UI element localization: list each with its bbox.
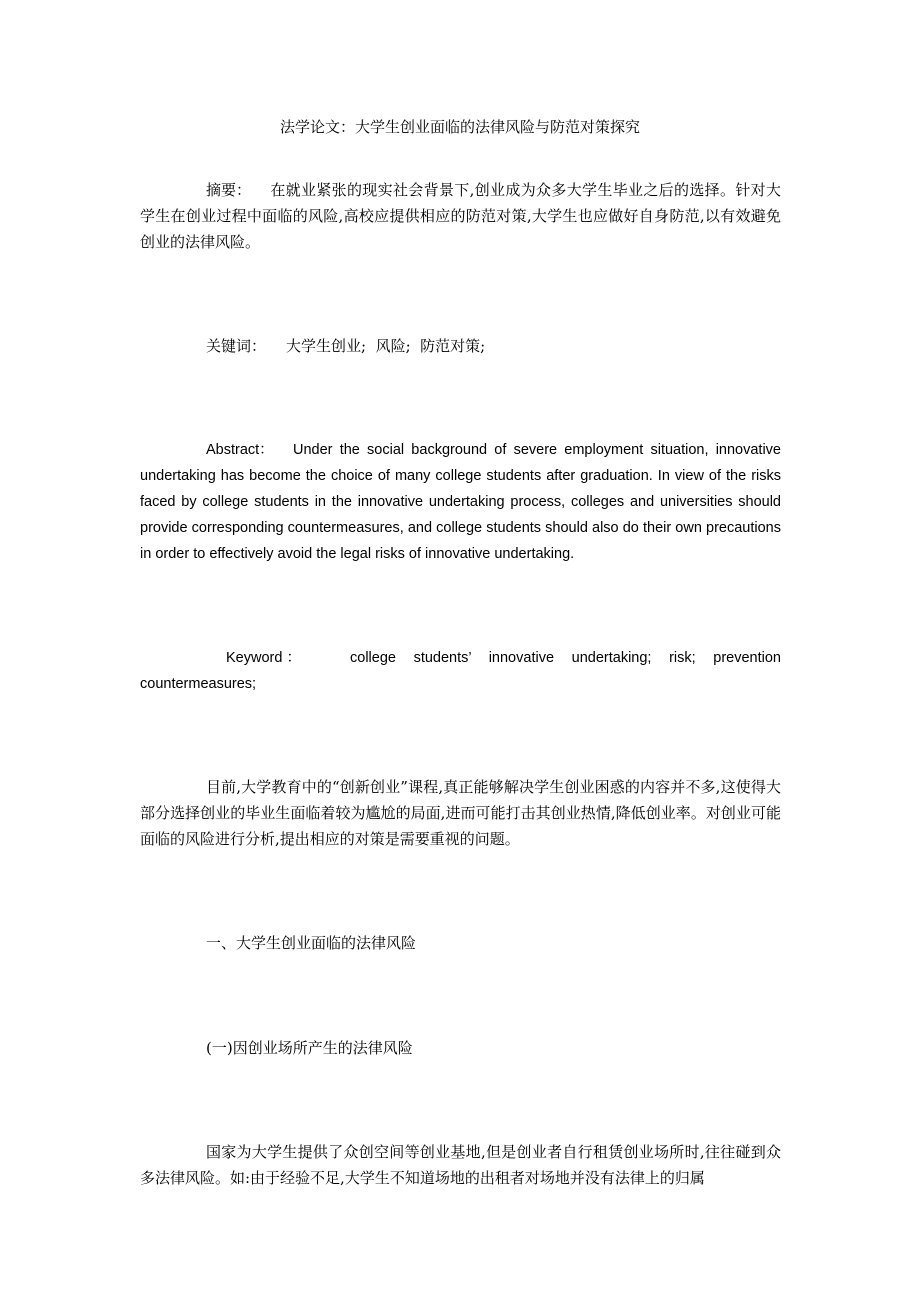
keywords-en xyxy=(140,645,781,697)
page-title: 法学论文：大学生创业面临的法律风险与防范对策探究 xyxy=(279,118,640,136)
keywords-en-label: Keyword ： xyxy=(226,650,301,666)
subsection-heading-text: (一)因创业场所产生的法律风险 xyxy=(206,1039,413,1057)
abstract-cn-label: 摘要： xyxy=(206,181,252,199)
abstract-en-text: Under the social background of severe employment situation, innovative undertaking has become the choice of many college students after graduation. In view of the risks faced by college students in the innovative undertaking process, colleges and universities should provide corresponding countermeasures, and college students should also do their own precautions in order to effectively avoid the legal risks of innovative undertaking. xyxy=(140,442,781,562)
intro-paragraph: 目前,大学教育中的“创新创业”课程,真正能够解决学生创业困惑的内容并不多,这使得大部分选择创业的毕业生面临着较为尴尬的局面,进而可能打击其创业热情,降低创业率。对创业可能面临的风险进行分析,提出相应的对策是需要重视的问题。 xyxy=(140,778,781,848)
keywords-cn-label: 关键词： xyxy=(206,337,267,355)
abstract-cn xyxy=(140,177,781,255)
abstract-en xyxy=(140,437,781,567)
body-paragraph: 国家为大学生提供了众创空间等创业基地,但是创业者自行租赁创业场所时,往往碰到众多法律风险。如:由于经验不足,大学生不知道场地的出租者对场地并没有法律上的归属 xyxy=(140,1143,781,1187)
keywords-en-text: college students’ innovative undertaking; risk; prevention countermeasures; xyxy=(140,650,781,692)
section-heading-text: 一、大学生创业面临的法律风险 xyxy=(206,934,417,952)
keywords-cn-text: 大学生创业; 风险; 防范对策; xyxy=(286,337,486,355)
subsection-heading xyxy=(140,1035,781,1061)
abstract-cn-text: 在就业紧张的现实社会背景下,创业成为众多大学生毕业之后的选择。针对大学生在创业过程中面临的风险,高校应提供相应的防范对策,大学生也应做好自身防范,以有效避免创业的法律风险。 xyxy=(140,181,781,251)
section-heading xyxy=(140,930,781,956)
abstract-en-label: Abstract： xyxy=(206,442,274,458)
keywords-cn xyxy=(140,333,781,359)
